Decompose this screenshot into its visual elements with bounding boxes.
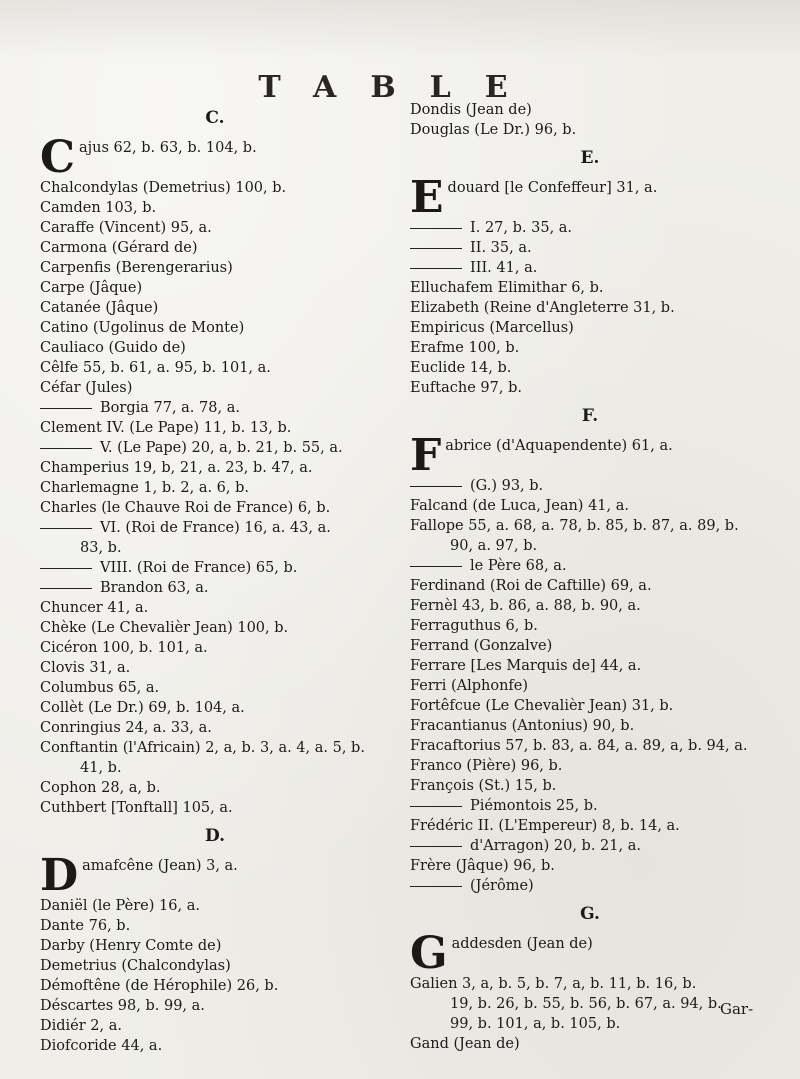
ditto-dash: [40, 588, 92, 589]
index-entry: [40, 778, 390, 798]
index-entry: [40, 418, 390, 438]
section-letter-g: G.: [580, 904, 600, 924]
index-entry: [40, 498, 390, 518]
index-entry: [410, 636, 770, 656]
entry-text: François (St.) 15, b.: [410, 778, 557, 794]
entry-text: Conringius 24, a. 33, a.: [40, 720, 212, 736]
entry-text: Fallope 55, a. 68, a. 78, b. 85, b. 87, a. 89, b.: [410, 518, 739, 534]
entry-text: Carpenfis (Berengerarius): [40, 260, 233, 276]
drop-cap: D: [40, 856, 79, 896]
index-entry: [410, 358, 770, 378]
index-entry: [40, 438, 390, 458]
entry-text: Euftache 97, b.: [410, 380, 522, 396]
index-entry: [410, 616, 770, 636]
entry-text: Elluchafem Elimithar 6, b.: [410, 280, 604, 296]
entry-text: Collèt (Le Dr.) 69, b. 104, a.: [40, 700, 245, 716]
index-entry: [40, 398, 390, 418]
index-entry: [40, 318, 390, 338]
index-entry: [40, 518, 390, 538]
index-entry: [410, 238, 770, 258]
index-entry: [40, 338, 390, 358]
index-entry: [410, 218, 770, 238]
index-entry: [410, 476, 770, 496]
entry-text: Clovis 31, a.: [40, 660, 131, 676]
index-entry: [410, 736, 770, 756]
index-entry: [410, 378, 770, 398]
entry-text: Fernèl 43, b. 86, a. 88, b. 90, a.: [410, 598, 641, 614]
index-entry: [410, 934, 770, 974]
page-stain: [0, 0, 800, 60]
index-entry: [410, 676, 770, 696]
entry-text: Ferdinand (Roi de Caftille) 69, a.: [410, 578, 652, 594]
index-entry: [410, 836, 770, 856]
entry-text: VI. (Roi de France) 16, a. 43, a.: [100, 520, 331, 536]
index-entry: [40, 578, 390, 598]
drop-cap: C: [40, 138, 76, 178]
section-letter-d: D.: [204, 826, 226, 846]
ditto-dash: [410, 886, 462, 887]
index-entry: [410, 338, 770, 358]
index-entry: [410, 856, 770, 876]
index-entry: [410, 596, 770, 616]
catchword: Gar-: [720, 1000, 754, 1018]
entry-text: Catino (Ugolinus de Monte): [40, 320, 245, 336]
entry-text: addesden (Jean de): [451, 936, 593, 952]
entry-text: Fracantianus (Antonius) 90, b.: [410, 718, 635, 734]
entry-text: VIII. (Roi de France) 65, b.: [100, 560, 298, 576]
entry-text: Déscartes 98, b. 99, a.: [40, 998, 205, 1014]
index-entry: [410, 298, 770, 318]
entry-text: Ferrand (Gonzalve): [410, 638, 553, 654]
entry-text: Brandon 63, a.: [100, 580, 209, 596]
entry-text: Erafme 100, b.: [410, 340, 520, 356]
entry-text: Elizabeth (Reine d'Angleterre 31, b.: [410, 300, 675, 316]
entry-text: Cuthbert [Tonftall] 105, a.: [40, 800, 233, 816]
entry-text: 90, a. 97, b.: [450, 538, 538, 554]
ditto-dash: [410, 806, 462, 807]
entry-text: Fortêfcue (Le Chevalièr Jean) 31, b.: [410, 698, 674, 714]
entry-text: amafcêne (Jean) 3, a.: [82, 858, 238, 874]
entry-text: 41, b.: [80, 760, 122, 776]
entry-text: Cêlfe 55, b. 61, a. 95, b. 101, a.: [40, 360, 271, 376]
left-column: [40, 100, 390, 1056]
entry-text: Didiér 2, a.: [40, 1018, 123, 1034]
entry-text: Ferri (Alphonfe): [410, 678, 529, 694]
entry-text: Champerius 19, b, 21, a. 23, b. 47, a.: [40, 460, 313, 476]
entry-text: Charlemagne 1, b. 2, a. 6, b.: [40, 480, 250, 496]
index-entry: [410, 258, 770, 278]
entry-text: Frère (Jâque) 96, b.: [410, 858, 555, 874]
index-entry: [40, 598, 390, 618]
entry-text: Demetrius (Chalcondylas): [40, 958, 231, 974]
entry-text: Clement IV. (Le Pape) 11, b. 13, b.: [40, 420, 292, 436]
index-entry: [40, 1036, 390, 1056]
entry-text: ajus 62, b. 63, b. 104, b.: [79, 140, 257, 156]
index-entry: [410, 974, 770, 994]
entry-text: douard [le Confeffeur] 31, a.: [447, 180, 658, 196]
index-entry: [410, 516, 770, 536]
index-entry: [40, 658, 390, 678]
index-entry: [410, 796, 770, 816]
entry-text: Dondis (Jean de): [410, 102, 532, 118]
index-entry: [40, 178, 390, 198]
entry-text: le Père 68, a.: [470, 558, 567, 574]
entry-text: (Jérôme): [470, 878, 534, 894]
index-entry: [40, 758, 390, 778]
index-entry: [40, 298, 390, 318]
section-letter-f: F.: [581, 406, 599, 426]
ditto-dash: [410, 566, 462, 567]
entry-text: d'Arragon) 20, b. 21, a.: [470, 838, 641, 854]
index-entry: [40, 478, 390, 498]
entry-text: III. 41, a.: [470, 260, 538, 276]
entry-text: Chuncer 41, a.: [40, 600, 149, 616]
index-entry: [40, 798, 390, 818]
entry-text: Fracaftorius 57, b. 83, a. 84, a. 89, a, b. 94, a.: [410, 738, 748, 754]
entry-text: Cauliaco (Guido de): [40, 340, 186, 356]
entry-text: Chalcondylas (Demetrius) 100, b.: [40, 180, 287, 196]
index-entry: [40, 956, 390, 976]
index-entry: [410, 576, 770, 596]
page-header: TABLE: [258, 70, 542, 105]
index-entry: [410, 716, 770, 736]
index-entry: [410, 994, 770, 1014]
entry-text: Darby (Henry Comte de): [40, 938, 222, 954]
index-entry: [410, 1014, 770, 1034]
index-entry: [40, 678, 390, 698]
index-entry: [410, 656, 770, 676]
drop-cap: E: [410, 178, 444, 218]
entry-text: 99, b. 101, a, b. 105, b.: [450, 1016, 621, 1032]
index-entry: [40, 218, 390, 238]
drop-cap: G: [410, 934, 448, 974]
entry-text: Ferraguthus 6, b.: [410, 618, 538, 634]
index-entry: [40, 936, 390, 956]
entry-text: Euclide 14, b.: [410, 360, 512, 376]
entry-text: Franco (Pière) 96, b.: [410, 758, 563, 774]
index-entry: [40, 738, 390, 758]
index-entry: [40, 976, 390, 996]
index-entry: [40, 278, 390, 298]
index-entry: [40, 1016, 390, 1036]
index-entry: [40, 198, 390, 218]
ditto-dash: [410, 486, 462, 487]
index-entry: [40, 718, 390, 738]
entry-text: (G.) 93, b.: [470, 478, 544, 494]
entry-text: V. (Le Pape) 20, a, b. 21, b. 55, a.: [100, 440, 343, 456]
ditto-dash: [40, 568, 92, 569]
index-entry: [410, 556, 770, 576]
entry-text: 19, b. 26, b. 55, b. 56, b. 67, a. 94, b.: [450, 996, 722, 1012]
entry-text: II. 35, a.: [470, 240, 532, 256]
right-column: [410, 100, 770, 1054]
ditto-dash: [40, 408, 92, 409]
ditto-dash: [40, 528, 92, 529]
ditto-dash: [410, 248, 462, 249]
index-entry: [40, 378, 390, 398]
entry-text: Cicéron 100, b. 101, a.: [40, 640, 208, 656]
index-entry: [40, 916, 390, 936]
index-entry: [410, 696, 770, 716]
index-entry: [410, 756, 770, 776]
index-entry: [410, 496, 770, 516]
index-entry: [410, 120, 770, 140]
ditto-dash: [410, 268, 462, 269]
index-entry: [410, 436, 770, 476]
entry-text: Piémontois 25, b.: [470, 798, 598, 814]
entry-text: Carmona (Gérard de): [40, 240, 198, 256]
index-entry: [40, 856, 390, 896]
entry-text: 83, b.: [80, 540, 122, 556]
entry-text: Douglas (Le Dr.) 96, b.: [410, 122, 577, 138]
index-entry: [40, 896, 390, 916]
entry-text: Columbus 65, a.: [40, 680, 160, 696]
index-entry: [40, 238, 390, 258]
entry-text: Conftantin (l'Africain) 2, a, b. 3, a. 4, a. 5, b.: [40, 740, 365, 756]
entry-text: Carpe (Jâque): [40, 280, 143, 296]
entry-text: abrice (d'Aquapendente) 61, a.: [445, 438, 673, 454]
entry-text: Frédéric II. (L'Empereur) 8, b. 14, a.: [410, 818, 680, 834]
ditto-dash: [410, 846, 462, 847]
index-entry: [410, 278, 770, 298]
entry-text: Céfar (Jules): [40, 380, 133, 396]
entry-text: Démoftêne (de Hérophile) 26, b.: [40, 978, 279, 994]
entry-text: Empiricus (Marcellus): [410, 320, 574, 336]
index-entry: [410, 1034, 770, 1054]
entry-text: Caraffe (Vincent) 95, a.: [40, 220, 212, 236]
entry-text: I. 27, b. 35, a.: [470, 220, 573, 236]
ditto-dash: [40, 448, 92, 449]
entry-text: Falcand (de Luca, Jean) 41, a.: [410, 498, 630, 514]
index-entry: [40, 538, 390, 558]
index-entry: [40, 996, 390, 1016]
entry-text: Daniël (le Père) 16, a.: [40, 898, 200, 914]
ditto-dash: [410, 228, 462, 229]
entry-text: Chèke (Le Chevalièr Jean) 100, b.: [40, 620, 289, 636]
index-entry: [40, 458, 390, 478]
entry-text: Camden 103, b.: [40, 200, 157, 216]
entry-text: Cophon 28, a, b.: [40, 780, 161, 796]
index-entry: [410, 178, 770, 218]
index-entry: [40, 698, 390, 718]
index-entry: [40, 258, 390, 278]
index-entry: [40, 558, 390, 578]
entry-text: Galien 3, a, b. 5, b. 7, a, b. 11, b. 16, b.: [410, 976, 697, 992]
index-entry: [410, 318, 770, 338]
index-entry: [40, 138, 390, 178]
index-entry: [410, 536, 770, 556]
entry-text: Charles (le Chauve Roi de France) 6, b.: [40, 500, 331, 516]
section-letter-e: E.: [580, 148, 600, 168]
index-entry: [410, 876, 770, 896]
entry-text: Gand (Jean de): [410, 1036, 520, 1052]
entry-text: Borgia 77, a. 78, a.: [100, 400, 240, 416]
entry-text: Dante 76, b.: [40, 918, 131, 934]
drop-cap: F: [410, 436, 442, 476]
index-entry: [410, 776, 770, 796]
index-entry: [40, 618, 390, 638]
section-letter-c: C.: [205, 108, 225, 128]
index-entry: [40, 638, 390, 658]
index-entry: [410, 100, 770, 120]
index-entry: [40, 358, 390, 378]
index-entry: [410, 816, 770, 836]
entry-text: Catanée (Jâque): [40, 300, 159, 316]
entry-text: Diofcoride 44, a.: [40, 1038, 163, 1054]
entry-text: Ferrare [Les Marquis de] 44, a.: [410, 658, 642, 674]
